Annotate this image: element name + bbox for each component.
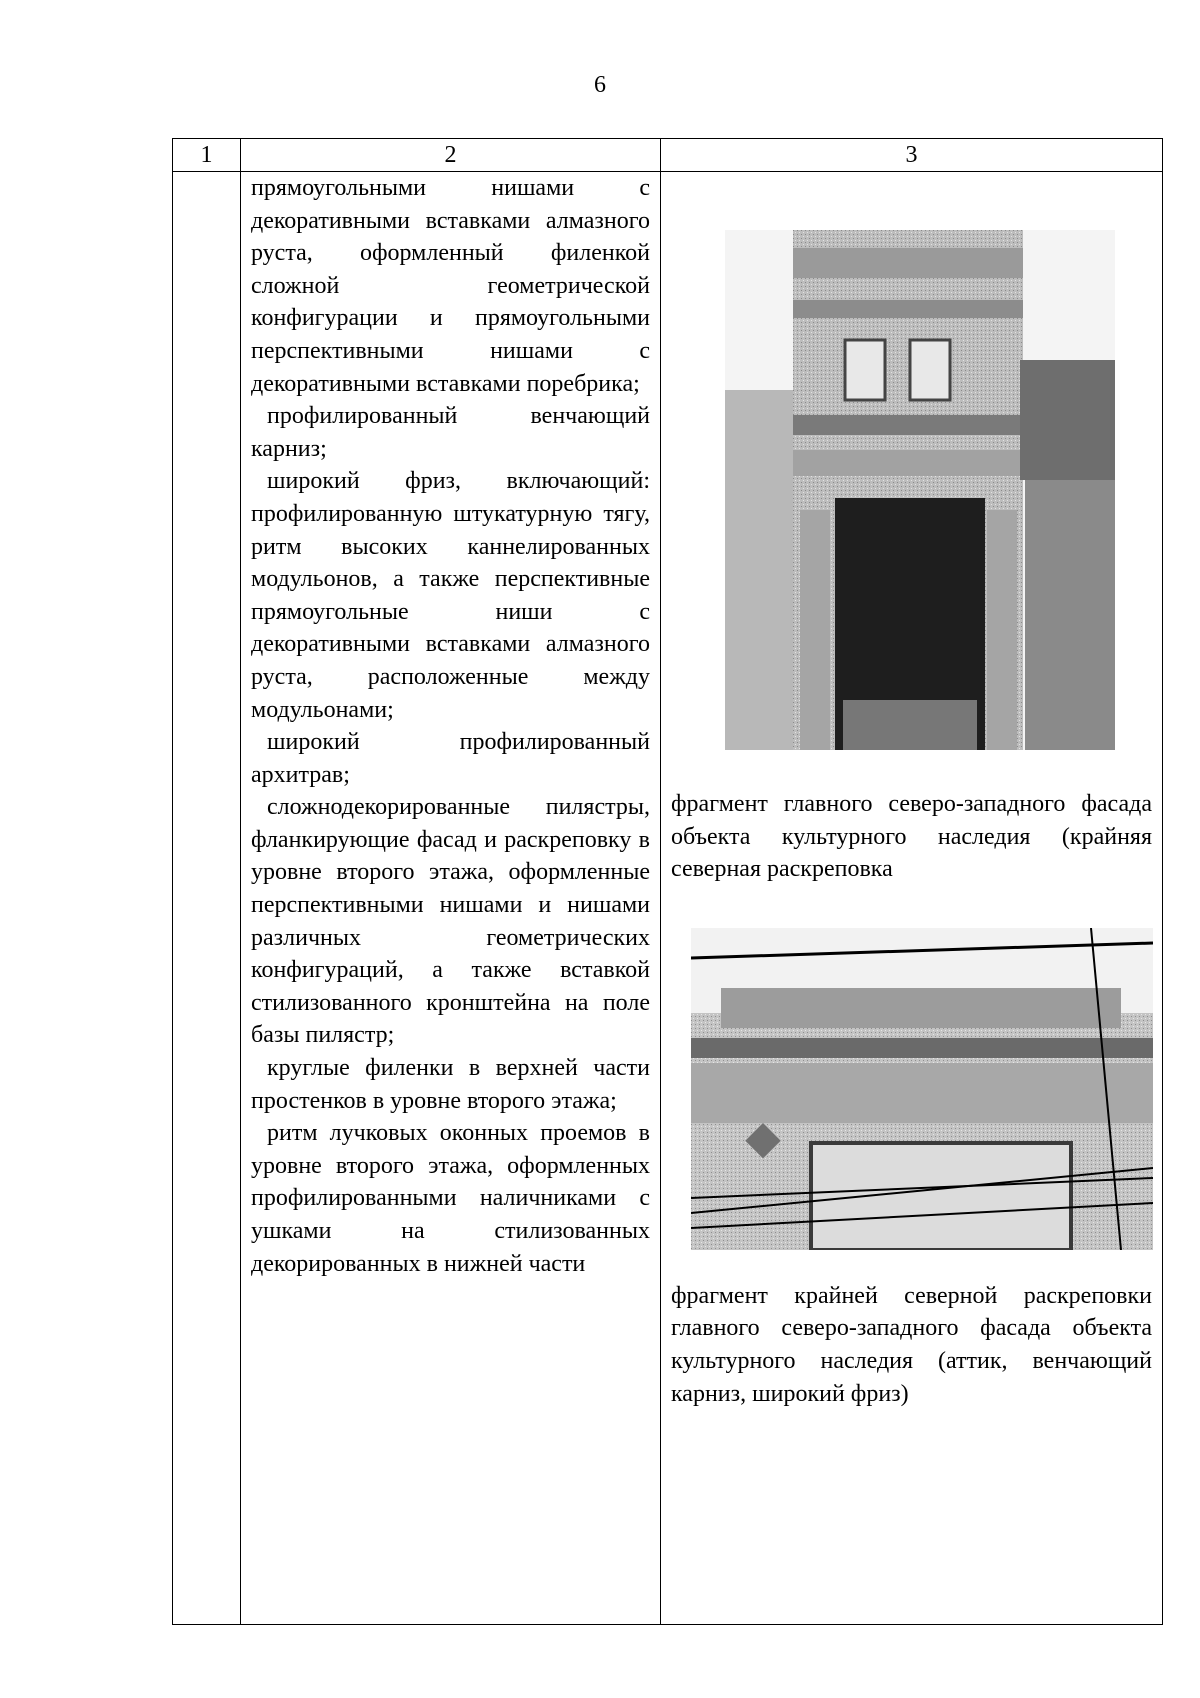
description-item: сложнодекорированные пилястры, фланкирующие фасад и раскреповку в уровне второго этажа, оформленные перспективными нишами и нишами различных геометрических конфигураций, а также вставкой стилизованного кронштейна на поле базы пилястр; (251, 794, 650, 1049)
description-item: профилированный венчающий карниз; (251, 403, 650, 462)
table-header-row (173, 139, 1163, 172)
page-number: 6 (594, 72, 606, 98)
photo-caption: фрагмент крайней северной раскреповки главного северо-западного фасада объекта культурного наследия (аттик, венчающий карниз, широкий фриз) (671, 1282, 1152, 1407)
photo-cell (661, 172, 1163, 1625)
document-table (172, 138, 1163, 1625)
description-item: широкий профилированный архитрав; (251, 729, 650, 788)
header-col-2: 2 (241, 139, 661, 172)
description-item: круглые филенки в верхней части простенков в уровне второго этажа; (251, 1055, 650, 1114)
description-item: широкий фриз, включающий: профилированную штукатурную тягу, ритм высоких каннелированных модульонов, а также перспективные прямоугольные ниши с декоративными вставками алмазного руста, расположенные между модульонами; (251, 468, 650, 723)
header-col-1: 1 (173, 139, 241, 172)
facade-photo-2 (691, 928, 1153, 1250)
description-item: ритм лучковых оконных проемов в уровне второго этажа, оформленных профилированными наличниками с ушками на стилизованных декорированных в нижней части (251, 1120, 650, 1277)
description-item: прямоугольными нишами с декоративными вставками алмазного руста, оформленный филенкой сложной геометрической конфигурации и прямоугольными перспективными нишами с декоративными вставками поребрика; (251, 175, 650, 397)
number-cell (173, 172, 241, 1625)
description-cell (241, 172, 661, 1625)
table-row (173, 172, 1163, 1625)
photo-caption: фрагмент главного северо-западного фасада объекта культурного наследия (крайняя северная раскреповка (671, 791, 1152, 883)
facade-photo-1 (725, 230, 1115, 750)
header-col-3: 3 (661, 139, 1163, 172)
